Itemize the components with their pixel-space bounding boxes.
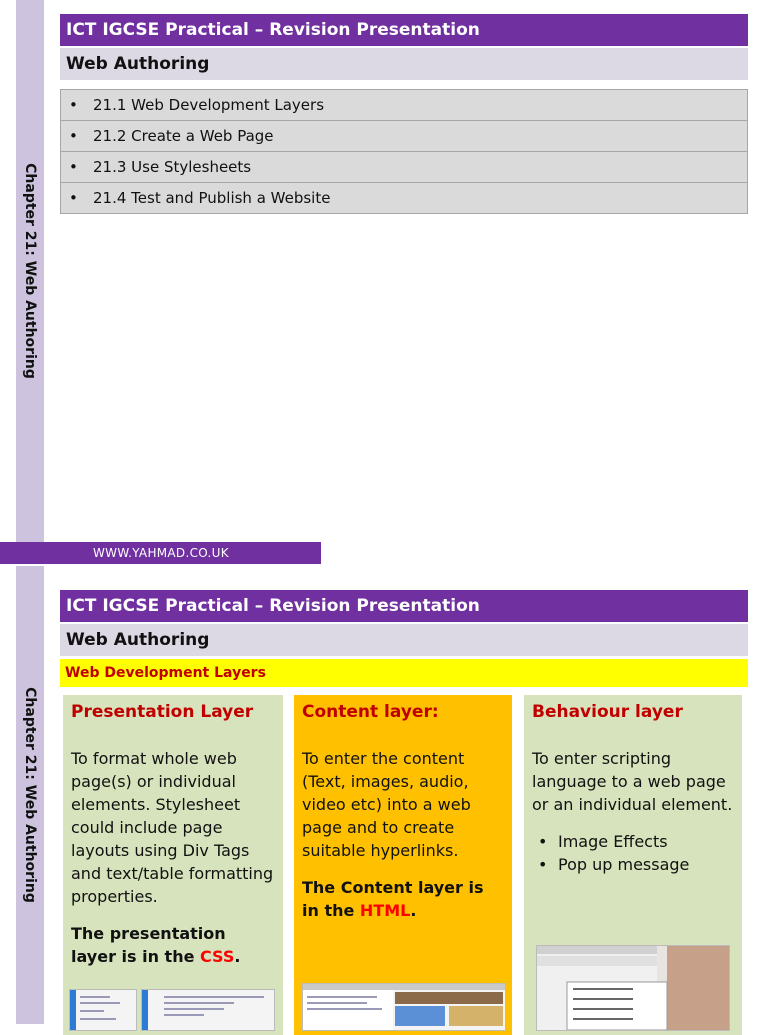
chapter-sidebar: [16, 566, 44, 1024]
footer-link[interactable]: WWW.YAHMAD.CO.UK: [93, 546, 229, 560]
css-highlight: CSS: [200, 947, 235, 966]
content-layer-box: [294, 695, 512, 1035]
behaviour-bullets: [532, 830, 734, 876]
topic-label: 21.2 Create a Web Page: [93, 127, 274, 145]
code-screenshot-thumbnail: [69, 989, 137, 1031]
presentation-body: To format whole web page(s) or individual elements. Stylesheet could include page layouts using Div Tags and text/table formatting properties.: [71, 749, 274, 906]
presentation-layer-box: [63, 695, 283, 1035]
bullet: •: [69, 127, 78, 145]
presentation-heading: Presentation Layer: [71, 702, 254, 722]
chapter-label: Chapter 21: Web Authoring: [22, 687, 38, 903]
tag-inspector-screenshot: [536, 945, 730, 1031]
bullet: •: [69, 96, 78, 114]
behaviour-layer-box: [524, 695, 742, 1035]
bullet: •: [69, 189, 78, 207]
bullet-item: • Image Effects: [532, 830, 734, 853]
topic-item[interactable]: [60, 182, 748, 214]
section-heading: Web Development Layers: [60, 659, 748, 687]
html-highlight: HTML: [359, 901, 411, 920]
bullet-item: • Pop up message: [532, 853, 734, 876]
topic-label: 21.1 Web Development Layers: [93, 96, 325, 114]
content-heading: Content layer:: [302, 702, 439, 722]
topic-label: 21.3 Use Stylesheets: [93, 158, 252, 176]
chapter-label: Chapter 21: Web Authoring: [22, 163, 38, 379]
footer-bar: [0, 542, 321, 564]
slide-subtitle: Web Authoring: [60, 624, 748, 656]
content-body: To enter the content (Text, images, audio, video etc) into a web page and to create suitable hyperlinks.: [302, 749, 471, 860]
topic-item[interactable]: [60, 89, 748, 120]
topic-item[interactable]: [60, 120, 748, 151]
chapter-sidebar: [16, 0, 44, 542]
topic-label: 21.4 Test and Publish a Website: [93, 189, 331, 207]
slide-title: ICT IGCSE Practical – Revision Presentation: [60, 14, 748, 46]
slide-title: ICT IGCSE Practical – Revision Presentation: [60, 590, 748, 622]
slide-2: [0, 566, 768, 1024]
behaviour-body: To enter scripting language to a web page or an individual element.: [532, 749, 733, 814]
slide-subtitle: Web Authoring: [60, 48, 748, 80]
presentation-note: The presentation layer is in the CSS.: [71, 924, 241, 966]
topic-item[interactable]: [60, 151, 748, 182]
bullet: •: [69, 158, 78, 176]
topic-list: [60, 89, 748, 214]
behaviour-heading: Behaviour layer: [532, 702, 683, 722]
code-screenshot-thumbnail: [141, 989, 275, 1031]
content-note: The Content layer is in the HTML.: [302, 878, 484, 920]
